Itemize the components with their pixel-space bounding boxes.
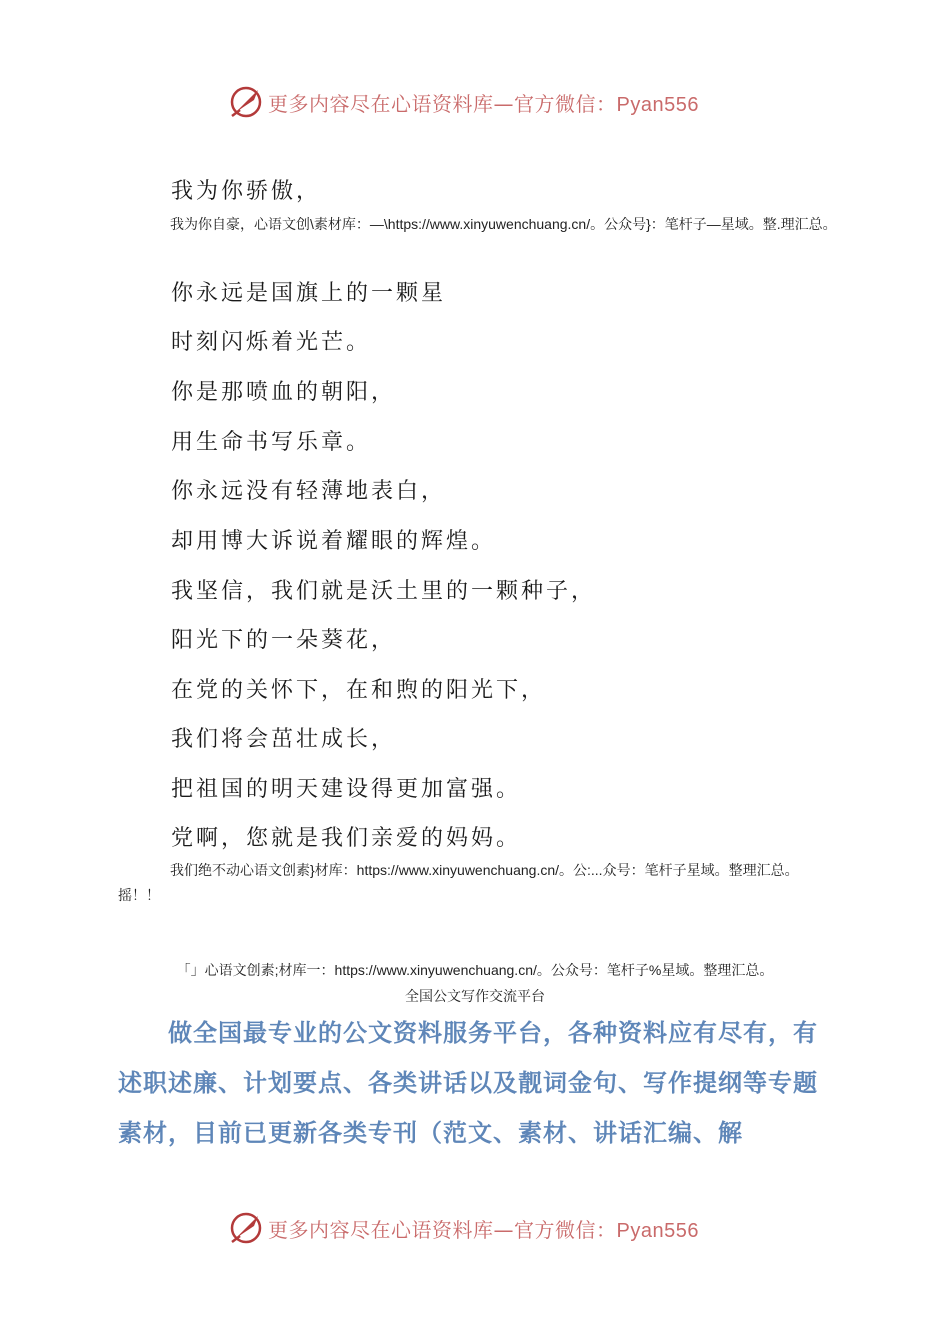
poem-line: 把祖国的明天建设得更加富强。 [171, 777, 522, 802]
poem-line: 你永远没有轻薄地表白， [171, 479, 447, 504]
quill-pen-logo-icon [228, 84, 264, 120]
banner-text: 更多内容尽在心语资料库—官方微信：Pyan556 [268, 91, 699, 116]
poem-line: 阳光下的一朵葵花， [171, 628, 397, 653]
platform-title: 全国公文写作交流平台 [405, 988, 545, 1004]
banner-wechat: Pyan556 [616, 93, 699, 116]
poem-line: 用生命书写乐章。 [171, 430, 372, 455]
quill-pen-logo-icon [228, 1210, 264, 1246]
banner-wechat: Pyan556 [616, 1219, 699, 1242]
poem-line: 我们将会茁壮成长， [171, 727, 397, 752]
poem-line: 你永远是国旗上的一颗星 [171, 281, 447, 306]
watermark-note: 我们绝不动心语文创素}材库：https://www.xinyuwenchuang.cn/。公:...众号：笔杆子星域。整理汇总。摇！！ [118, 862, 799, 903]
poem-line: 却用博大诉说着耀眼的辉煌。 [171, 529, 497, 554]
poem-line: 党啊，您就是我们亲爱的妈妈。 [171, 826, 522, 851]
poem-line: 你是那喷血的朝阳， [171, 380, 397, 405]
watermark-note: 我为你自豪，心语文创\素材库：—\https://www.xinyuwenchuang.cn/。公众号}：笔杆子—星域。整.理汇总。 [170, 216, 837, 232]
poem-line: 我为你骄傲， [171, 179, 322, 204]
promo-paragraph: 做全国最专业的公文资料服务平台，各种资料应有尽有，有述职述廉、计划要点、各类讲话以及靓词金句、写作提纲等专题素材，目前已更新各类专刊（范文、素材、讲话汇编、解 [118, 1018, 818, 1147]
poem-line: 在党的关怀下，在和煦的阳光下， [171, 678, 547, 703]
poem-line: 时刻闪烁着光芒。 [171, 330, 372, 355]
footer-banner [228, 1208, 699, 1248]
watermark-note: 「」心语文创素;材库一：https://www.xinyuwenchuang.cn/。公众号：笔杆子%星域。整理汇总。 [176, 962, 774, 978]
banner-text: 更多内容尽在心语资料库—官方微信：Pyan556 [268, 1217, 699, 1242]
header-banner [228, 82, 699, 122]
poem-line: 我坚信，我们就是沃土里的一颗种子， [171, 579, 597, 604]
